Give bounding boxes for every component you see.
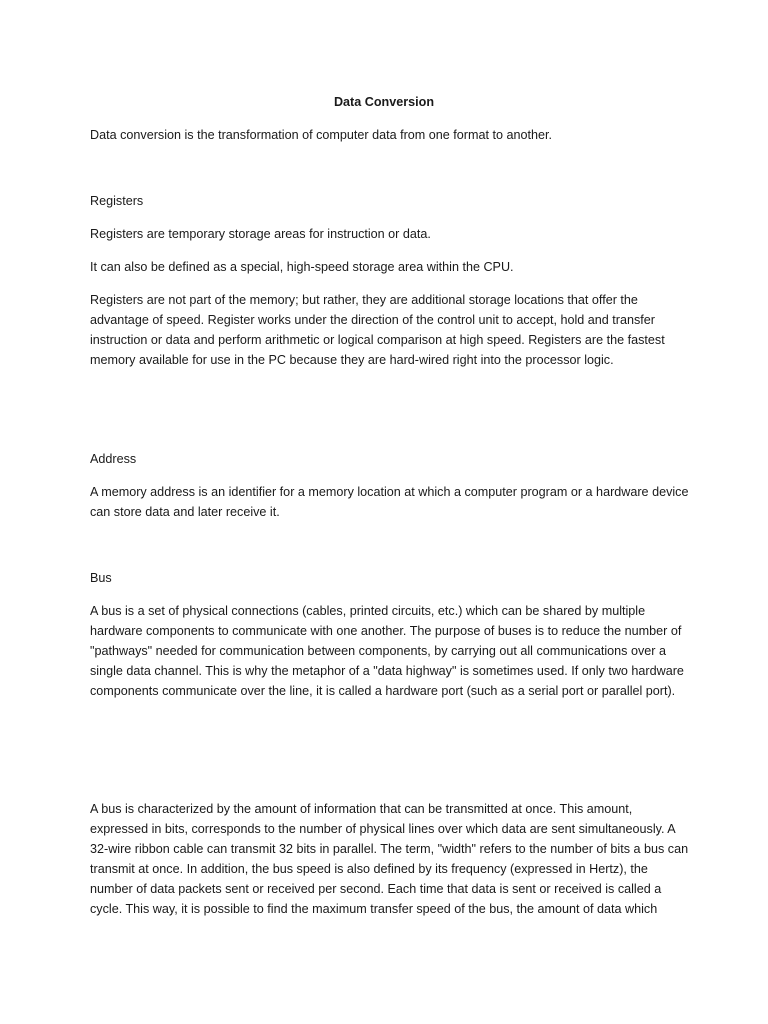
section-heading-registers: Registers [90, 194, 144, 208]
intro-paragraph: Data conversion is the transformation of computer data from one format to another. [90, 128, 553, 142]
bus-paragraph-1: A bus is a set of physical connections (cables, printed circuits, etc.) which can be shared by multiple hardware components to communicate with one another. The purpose of buses is to reduce the number of "pathways" needed for communication between components, by carrying out all communications over a single data channel. This is why the metaphor of a "data highway" is sometimes used. If only two hardware components communicate over the line, it is called a hardware port (such as a serial port or parallel port). [90, 604, 684, 698]
registers-paragraph-1: Registers are temporary storage areas for instruction or data. [90, 227, 431, 241]
bus-paragraph-2: A bus is characterized by the amount of information that can be transmitted at once. This amount, expressed in bits, corresponds to the number of physical lines over which data are sent simultaneously. A 32-wire ribbon cable can transmit 32 bits in parallel. The term, "width" refers to the number of bits a bus can transmit at once. In addition, the bus speed is also defined by its frequency (expressed in Hertz), the number of data packets sent or received per second. Each time that data is sent or received is called a cycle. This way, it is possible to find the maximum transfer speed of the bus, the amount of data which [90, 802, 689, 916]
address-paragraph-1: A memory address is an identifier for a memory location at which a computer program or a hardware device can store data and later receive it. [90, 485, 689, 519]
registers-paragraph-3: Registers are not part of the memory; but rather, they are additional storage locations that offer the advantage of speed. Register works under the direction of the control unit to accept, hold and transfer instruction or data and perform arithmetic or logical comparison at high speed. Registers are the fastest memory available for use in the PC because they are hard-wired right into the processor logic. [90, 293, 665, 367]
section-heading-address: Address [90, 452, 137, 466]
registers-paragraph-2: It can also be defined as a special, high-speed storage area within the CPU. [90, 260, 514, 274]
document-title: Data Conversion [333, 95, 435, 109]
section-heading-bus: Bus [90, 571, 112, 585]
